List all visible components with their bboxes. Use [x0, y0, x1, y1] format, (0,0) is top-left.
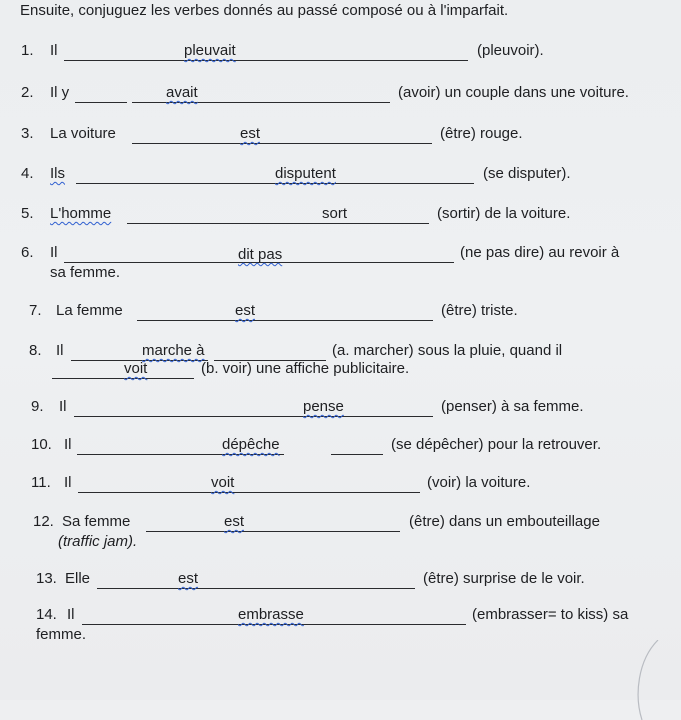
- item-6-hint: (ne pas dire) au revoir à: [460, 244, 620, 261]
- item-5-hint: (sortir) de la voiture.: [437, 205, 571, 222]
- item-3-hint: (être) rouge.: [440, 125, 523, 142]
- item-5-blank[interactable]: [127, 223, 429, 224]
- item-7-hint: (être) triste.: [441, 302, 518, 319]
- item-9-answer: pense: [303, 398, 344, 415]
- item-9-blank[interactable]: [74, 416, 433, 417]
- item-1-hint: (pleuvoir).: [477, 42, 544, 59]
- item-2-answer: avait: [166, 84, 198, 101]
- item-13-answer: est: [178, 570, 199, 587]
- item-12-prefix: Sa femme: [62, 513, 131, 530]
- item-12-hint: (être) dans un embouteillage: [409, 513, 600, 530]
- item-10-hint: (se dépêcher) pour la retrouver.: [391, 436, 602, 453]
- item-8-answer-b: voit: [124, 360, 148, 377]
- item-6-continuation: sa femme.: [50, 264, 121, 281]
- item-10-prefix: Il: [64, 436, 72, 453]
- item-14-hint: (embrasser= to kiss) sa: [472, 606, 629, 623]
- item-8-blank-b[interactable]: [52, 378, 194, 379]
- item-7-prefix: La femme: [56, 302, 123, 319]
- item-14-prefix: Il: [67, 606, 75, 623]
- item-6-prefix: Il: [50, 244, 58, 261]
- item-1-answer: pleuvait: [184, 42, 236, 59]
- item-4-blank[interactable]: [76, 183, 474, 184]
- item-7-number: 7.: [29, 302, 42, 319]
- item-3-prefix: La voiture: [50, 125, 116, 142]
- item-11-prefix: Il: [64, 474, 72, 491]
- item-14-continuation: femme.: [36, 626, 87, 643]
- item-10-answer: dépêche: [222, 436, 280, 453]
- item-6-number: 6.: [21, 244, 34, 261]
- item-11-answer: voit: [211, 474, 235, 491]
- item-2-blank-a[interactable]: [75, 102, 127, 103]
- item-4-prefix: Ils: [50, 165, 65, 182]
- pencil-mark-decoration: [628, 640, 681, 720]
- item-1-prefix: Il: [50, 42, 58, 59]
- item-10-blank-b[interactable]: [331, 454, 383, 455]
- item-5-answer: sort: [322, 205, 348, 222]
- title-text: Ensuite, conjuguez les verbes donnés au passé composé ou à l'imparfait.: [20, 2, 509, 19]
- item-2-number: 2.: [21, 84, 34, 101]
- item-10-blank-a[interactable]: [77, 454, 284, 455]
- item-4-number: 4.: [21, 165, 34, 182]
- item-9-prefix: Il: [59, 398, 67, 415]
- item-2-hint: (avoir) un couple dans une voiture.: [398, 84, 629, 101]
- item-11-hint: (voir) la voiture.: [427, 474, 531, 491]
- item-2-blank-b[interactable]: [132, 102, 390, 103]
- item-10-number: 10.: [31, 436, 52, 453]
- item-3-answer: est: [240, 125, 261, 142]
- item-2-prefix: Il y: [50, 84, 70, 101]
- item-12-continuation: (traffic jam).: [58, 533, 138, 550]
- item-3-number: 3.: [21, 125, 34, 142]
- item-8-hint-b: (b. voir) une affiche publicitaire.: [201, 360, 410, 377]
- item-9-number: 9.: [31, 398, 44, 415]
- item-5-prefix: L'homme: [50, 205, 112, 222]
- item-3-blank[interactable]: [132, 143, 432, 144]
- item-12-blank[interactable]: [146, 531, 400, 532]
- item-8-hint-a: (a. marcher) sous la pluie, quand il: [332, 342, 563, 359]
- item-8-number: 8.: [29, 342, 42, 359]
- item-13-blank[interactable]: [97, 588, 415, 589]
- item-8-prefix: Il: [56, 342, 64, 359]
- item-1-number: 1.: [21, 42, 34, 59]
- item-12-number: 12.: [33, 513, 54, 530]
- item-5-number: 5.: [21, 205, 34, 222]
- item-12-answer: est: [224, 513, 245, 530]
- item-14-number: 14.: [36, 606, 57, 623]
- item-11-number: 11.: [31, 474, 51, 491]
- item-13-number: 13.: [36, 570, 57, 587]
- item-4-hint: (se disputer).: [483, 165, 571, 182]
- item-7-blank[interactable]: [137, 320, 433, 321]
- item-1-blank[interactable]: [64, 60, 468, 61]
- page-title: [20, 2, 508, 20]
- item-13-prefix: Elle: [65, 570, 91, 587]
- item-9-hint: (penser) à sa femme.: [441, 398, 584, 415]
- item-7-answer: est: [235, 302, 256, 319]
- item-4-answer: disputent: [275, 165, 336, 182]
- item-14-blank[interactable]: [82, 624, 466, 625]
- item-13-hint: (être) surprise de le voir.: [423, 570, 585, 587]
- item-14-answer: embrasse: [238, 606, 304, 623]
- item-11-blank[interactable]: [78, 492, 420, 493]
- item-6-answer: dit pas: [238, 246, 283, 263]
- item-8-answer-a: marche à: [142, 342, 205, 359]
